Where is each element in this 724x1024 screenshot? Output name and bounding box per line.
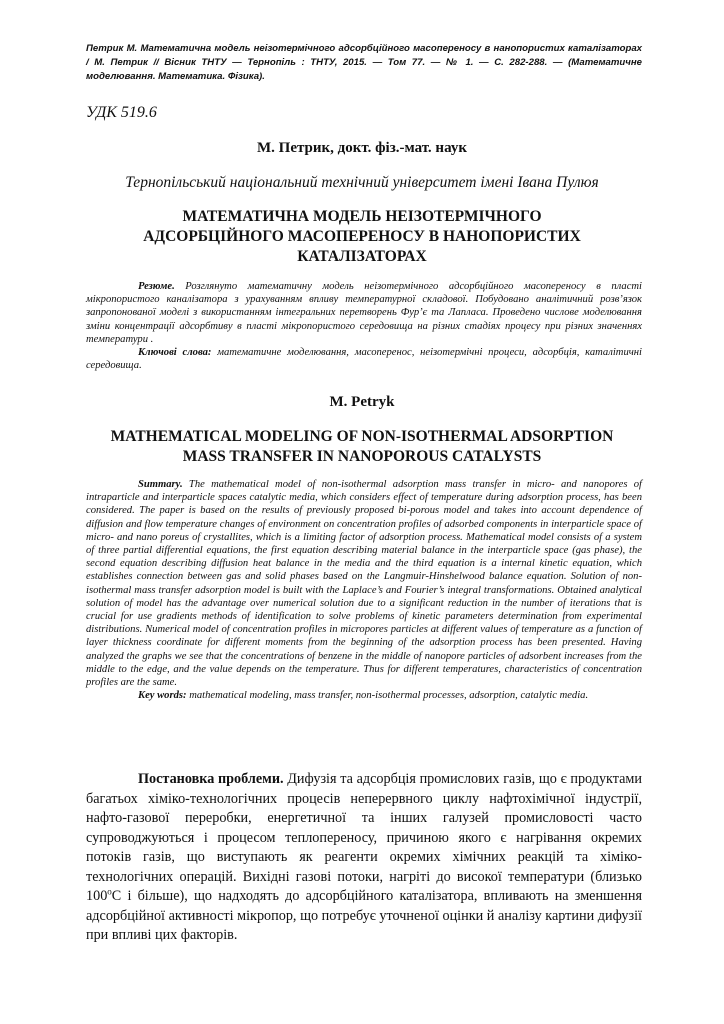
abstract-english-text: The mathematical model of non-isothermal adsorption mass transfer in micro- and nanopores of intraparticle and interparticle spaces catalytic media, which considers effect of temperature during adsorption process, has been considered. The paper is based on the results of previously proposed bi-porous model and takes into account dependence of diffusion and flow temperature changes of environment on concentration profiles of adsorbed components in interparticle space of micro- and nano poreus of crystallites, which is a limiting factor of adsorption process. Mathematical model consists of a system of three partial differential equations, the first equation describing material balance in the interparticle space (gas phase), the second equation describing diffusion heat balance in the media and the third equation is a internal kinetic equation, which establishes connection between gas and solid phases based on the Langmuir-Hinshelwood balance equation. Solution of non-isothermal mass transfer adsorption model is built with the Laplace’s and Fourier’s integral transformations. Obtained analytical solution of model has the advantage over numerical solution due to a significant reduction in the number of iterations that is crucial for use gradients methods of identification to solve problems of kinetic parameters determination from experimental distributions. Numerical model of concentration profiles in micropores particles at different values of temperature as a function of layer thickness coordinate for different moments from the beginning of the adsorption process has been presented. Having analyzed the graphs we see that the concentrations of benzene in the middle of nanopore particles of adsorbent increases from the middle to the edge, and the value depends on the temperature. Thus for different temperatures, characteristics of concentration profiles are the same. bbox=[86, 479, 642, 689]
abstract-english bbox=[86, 478, 642, 702]
paper-title-english: MATHEMATICAL MODELING OF NON-ISOTHERMAL ADSORPTION MASS TRANSFER IN NANOPOROUS CATALYSTS bbox=[110, 428, 614, 465]
body-text-part-2: С і більше), що надходять до адсорбційного каталізатора, впливають на зменшення адсорбційної активності мікропор, що потребує уточненої оцінки й аналізу картини дифузії при впливі цих факторів. bbox=[86, 888, 642, 943]
abstract-ukrainian-paragraph bbox=[86, 280, 642, 346]
keywords-ukrainian-paragraph bbox=[86, 346, 642, 372]
keywords-english-text: mathematical modeling, mass transfer, non-isothermal processes, adsorption, catalytic media. bbox=[186, 690, 589, 702]
paper-title-ukrainian: МАТЕМАТИЧНА МОДЕЛЬ НЕІЗОТЕРМІЧНОГО АДСОРБЦІЙНОГО МАСОПЕРЕНОСУ В НАНОПОРИСТИХ КАТАЛІЗАТОРАХ bbox=[143, 208, 581, 265]
body-paragraph bbox=[86, 770, 642, 946]
abstract-english-label: Summary. bbox=[138, 479, 183, 490]
keywords-ukrainian-text: математичне моделювання, масоперенос, неізотермічні процеси, адсорбція, каталітичні середовища. bbox=[86, 347, 642, 372]
abstract-ukrainian bbox=[86, 280, 642, 372]
degree-superscript: o bbox=[107, 886, 112, 897]
body-section-problem-statement bbox=[86, 770, 642, 946]
body-text-part-1: Дифузія та адсорбція промислових газів, що є продуктами багатьох хіміко-технологічних процесів неперервного циклу нафтохімічної індустрії, нафто-газової переробки, енергетичної та інших галузей промисловості часто супроводжуються і процесом теплопереносу, причиною якого є нагрівання окремих потоків газів, що виступають як реагенти окремих хімічних реакцій та хіміко-технологічних операцій. Вихідні газові потоки, нагріті до високої температури (близько 100 bbox=[86, 771, 642, 904]
author-ukrainian: М. Петрик, докт. фіз.-мат. наук bbox=[257, 140, 467, 156]
udk-code: УДК 519.6 bbox=[86, 104, 157, 121]
abstract-ukrainian-label: Резюме. bbox=[138, 281, 175, 292]
keywords-ukrainian-label: Ключові слова: bbox=[138, 347, 212, 359]
abstract-ukrainian-text: Розглянуто математичну модель неізотермічного адсорбційного масопереносу в пласті мікропористого каналізатора з урахуванням впливу температурної складової. Побудовано аналітичний розв’язок запропонованої моделі з використанням інтегральних перетворень Фур’є та Лапласа. Проведено числове моделювання зміни концентрації адсорбтиву в пласті мікропористого середовища на різних стадіях процесу при різних значеннях температури . bbox=[86, 281, 642, 345]
author-english: M. Petryk bbox=[329, 394, 395, 410]
section-heading: Постановка проблеми. bbox=[138, 771, 284, 787]
keywords-english-paragraph bbox=[86, 689, 642, 702]
citation-header: Петрик М. Математична модель неізотермічного адсорбційного масопереносу в нанопористих каталізаторах / М. Петрик // Вісник ТНТУ — Тернопіль : ТНТУ, 2015. — Том 77. — № 1. — С. 282-288. — (Математичне моделювання. Математика. Фізика). bbox=[86, 43, 642, 82]
keywords-english-label: Key words: bbox=[138, 690, 187, 702]
author-affiliation: Тернопільський національний технічний університет імені Івана Пулюя bbox=[125, 174, 599, 191]
abstract-english-paragraph bbox=[86, 478, 642, 689]
